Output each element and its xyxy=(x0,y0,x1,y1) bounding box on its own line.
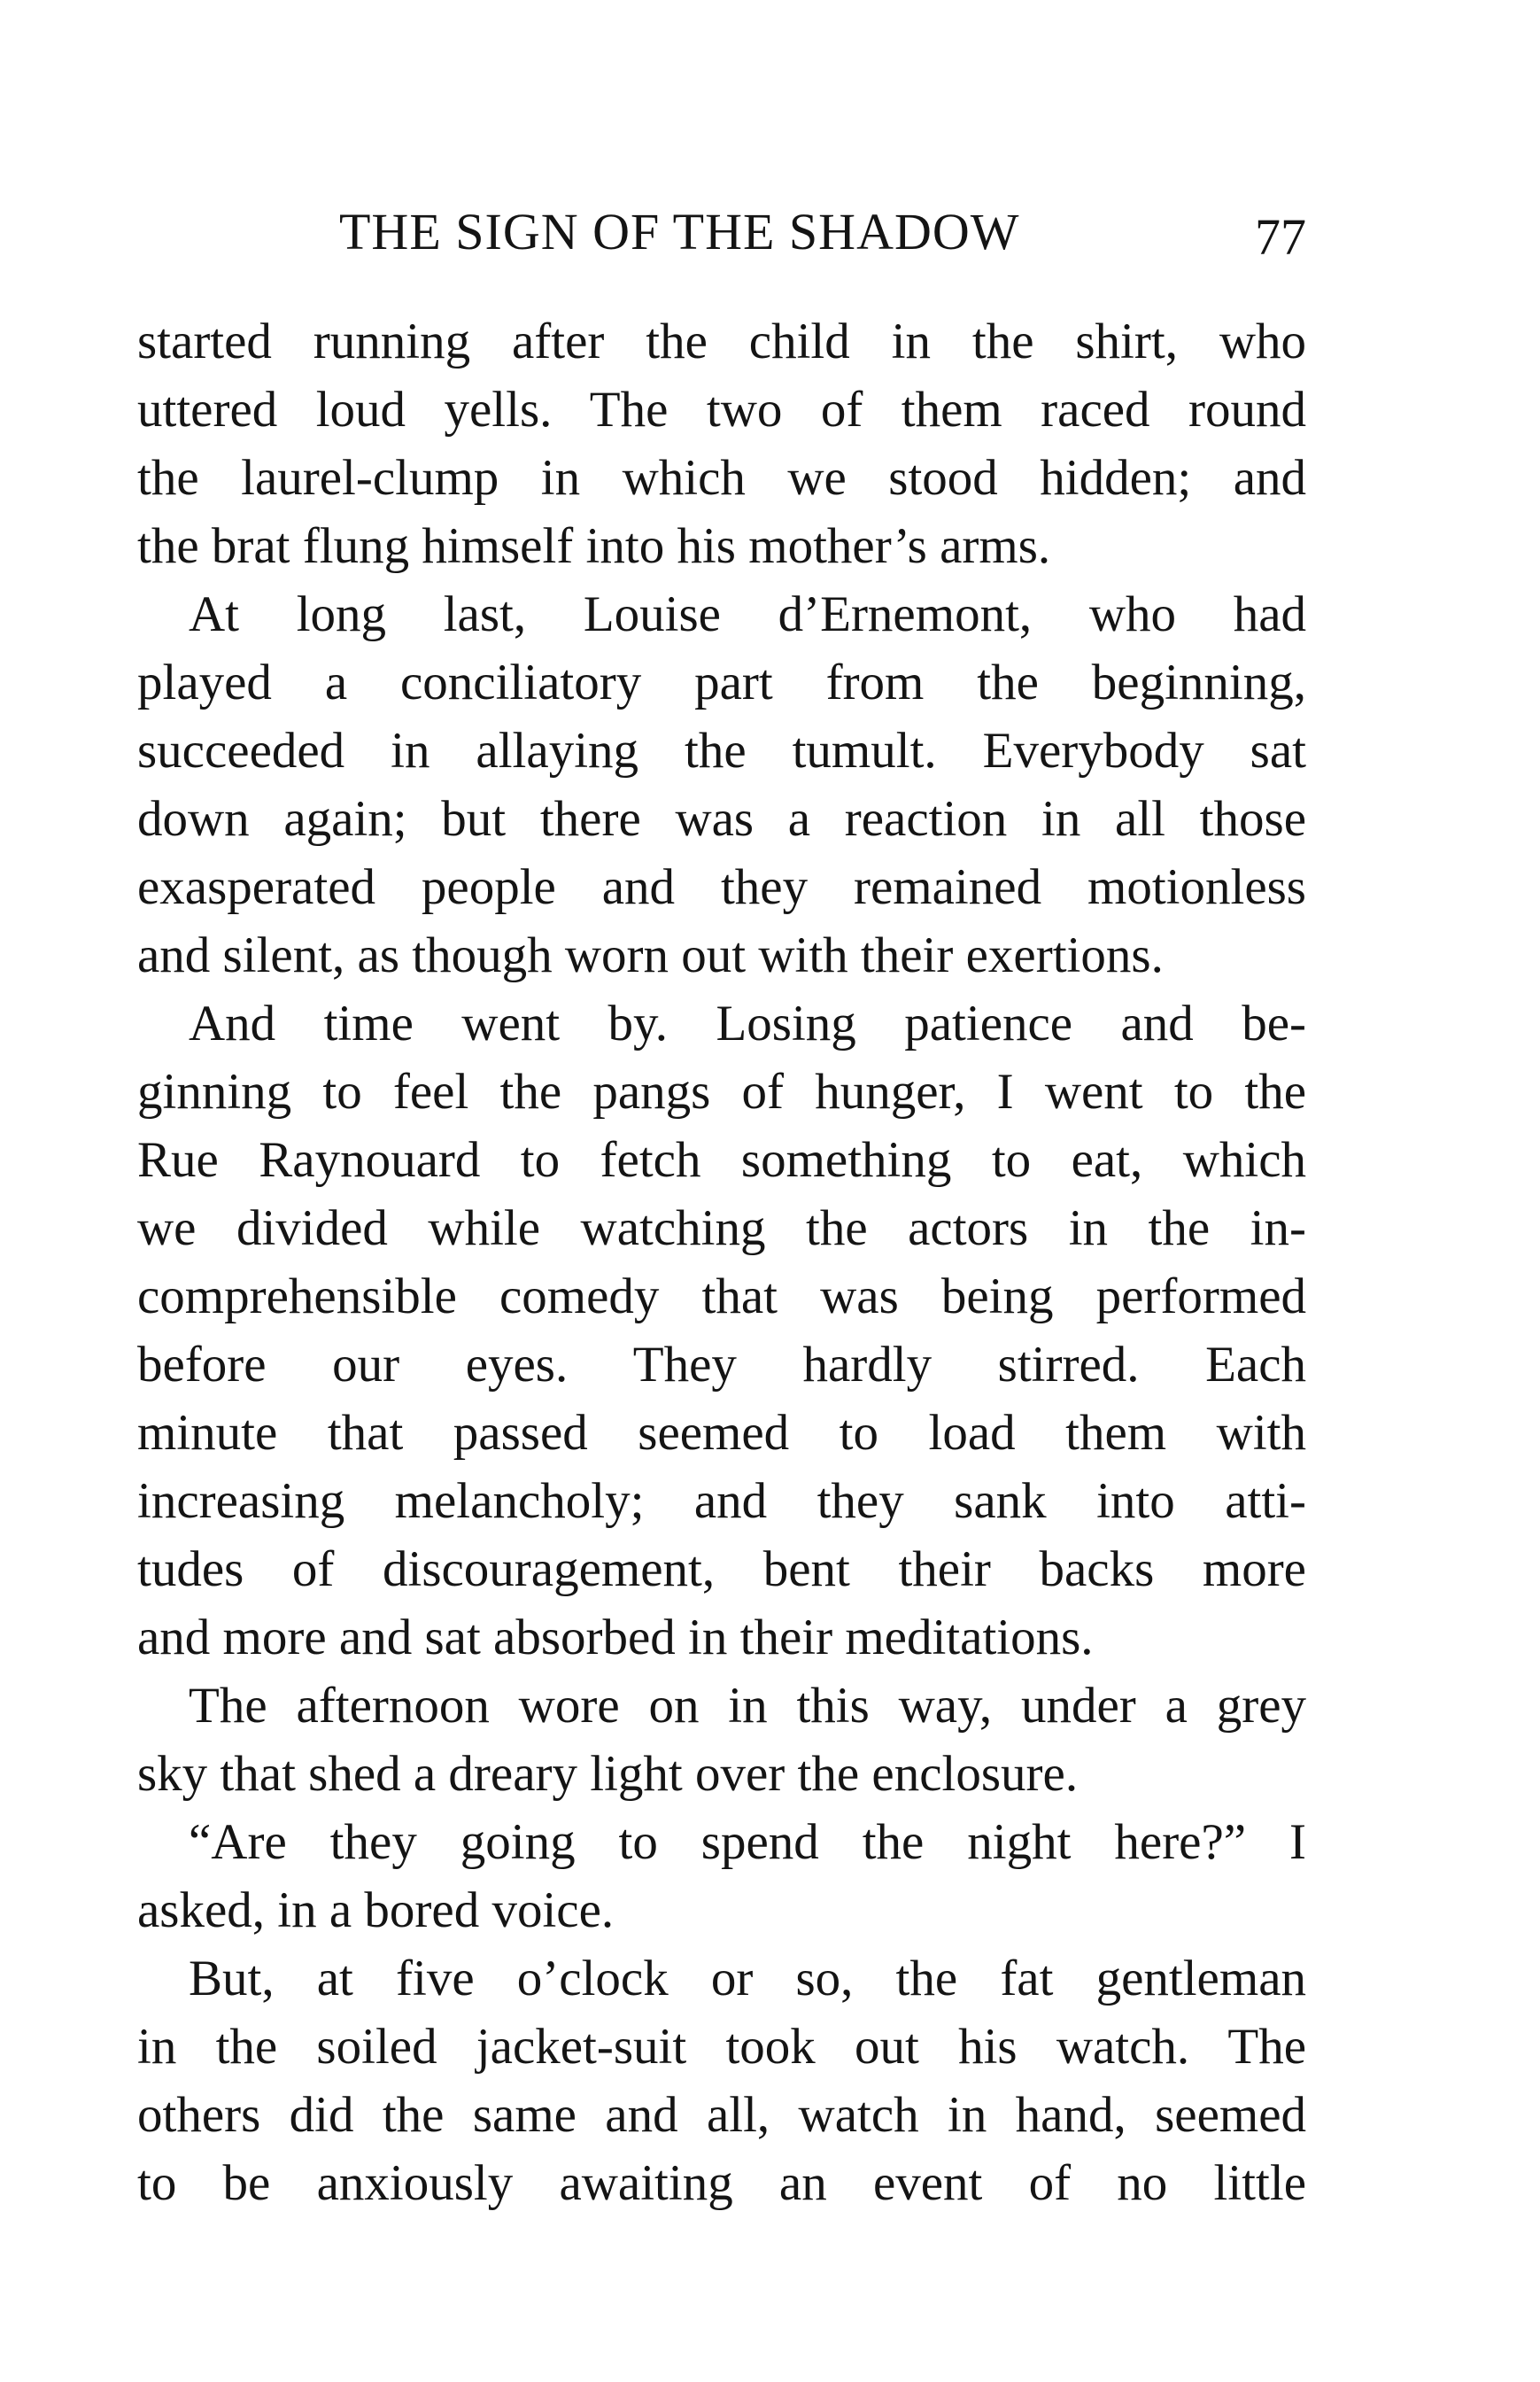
text-line: comprehensible comedy that was being performed xyxy=(137,1269,1306,1324)
text-line: started running after the child in the shirt, who xyxy=(137,314,1306,369)
text-line: But, at five o’clock or so, the fat gentleman xyxy=(189,1951,1306,2006)
running-title: THE SIGN OF THE SHADOW xyxy=(339,203,1020,260)
text-line: the brat flung himself into his mother’s arms. xyxy=(137,518,1051,574)
body-text xyxy=(137,307,1306,2217)
text-line: The afternoon wore on in this way, under a grey xyxy=(189,1678,1306,1734)
text-line: minute that passed seemed to load them with xyxy=(137,1405,1306,1461)
text-line: increasing melancholy; and they sank into atti- xyxy=(137,1473,1306,1529)
text-line: At long last, Louise d’Ernemont, who had xyxy=(189,586,1306,642)
text-line: played a conciliatory part from the beginning, xyxy=(137,655,1306,710)
text-line: sky that shed a dreary light over the enclosure. xyxy=(137,1746,1079,1802)
page-number: 77 xyxy=(1255,208,1306,266)
text-line: And time went by. Losing patience and be- xyxy=(189,996,1306,1051)
text-line: before our eyes. They hardly stirred. Each xyxy=(137,1337,1306,1393)
text-line: down again; but there was a reaction in all those xyxy=(137,791,1306,847)
text-line: uttered loud yells. The two of them raced round xyxy=(137,382,1306,438)
text-line: and silent, as though worn out with their exertions. xyxy=(137,927,1164,983)
text-line: asked, in a bored voice. xyxy=(137,1882,615,1938)
text-line: Rue Raynouard to fetch something to eat, which xyxy=(137,1132,1306,1188)
text-line: the laurel-clump in which we stood hidden; and xyxy=(137,450,1306,506)
text-line: others did the same and all, watch in hand, seemed xyxy=(137,2087,1306,2143)
text-line: “Are they going to spend the night here?” I xyxy=(189,1814,1306,1870)
text-line: succeeded in allaying the tumult. Everybody sat xyxy=(137,723,1306,779)
text-line: we divided while watching the actors in the in- xyxy=(137,1200,1306,1256)
text-line: ginning to feel the pangs of hunger, I went to the xyxy=(137,1064,1306,1120)
text-line: to be anxiously awaiting an event of no little xyxy=(137,2155,1306,2211)
text-line: exasperated people and they remained motionless xyxy=(137,859,1306,915)
text-line: and more and sat absorbed in their meditations. xyxy=(137,1610,1094,1665)
running-head xyxy=(137,197,1306,268)
text-line: in the soiled jacket-suit took out his watch. The xyxy=(137,2019,1306,2075)
text-line: tudes of discouragement, bent their backs more xyxy=(137,1541,1306,1597)
